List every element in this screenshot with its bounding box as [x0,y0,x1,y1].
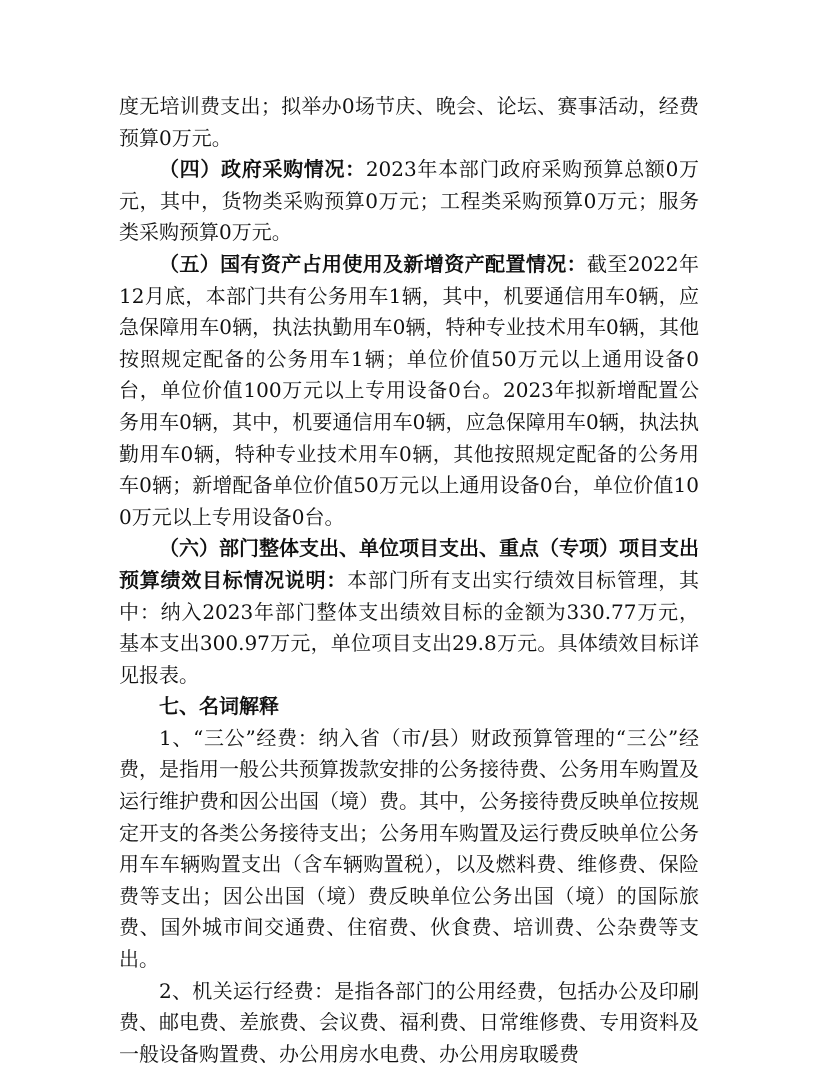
paragraph-state-assets [119,249,699,533]
paragraph-government-procurement [119,154,699,249]
paragraph-three-public-expenses [119,723,699,976]
paragraph-glossary-heading [119,691,699,723]
paragraph-training-events [119,91,699,154]
paragraph-text: 1、“三公”经费：纳入省（市/县）财政预算管理的“三公”经费，是指用一般公共预算拨款安排的公务接待费、公务用车购置及运行维护费和因公出国（境）费。其中，公务接待费反映单位按规定开支的各类公务接待支出；公务用车购置及运行费反映单位公务用车车辆购置支出（含车辆购置税），以及燃料费、维修费、保险费等支出；因公出国（境）费反映单位公务出国（境）的国际旅费、国外城市间交通费、住宿费、伙食费、培训费、公杂费等支出。 [119,725,699,972]
section-heading-procurement: （四）政府采购情况： [159,157,366,182]
paragraph-text: 2、机关运行经费：是指各部门的公用经费，包括办公及印刷费、邮电费、差旅费、会议费、福利费、日常维修费、专用资料及一般设备购置费、办公用房水电费、办公用房取暖费 [119,978,699,1066]
paragraph-text: 本部门所有支出实行绩效目标管理，其中：纳入2023年部门整体支出绩效目标的金额为330.77万元，基本支出300.97万元，单位项目支出29.8万元。具体绩效目标详见报表。 [119,567,700,687]
paragraph-text: 2023年本部门政府采购预算总额0万元，其中，货物类采购预算0万元；工程类采购预算0万元；服务类采购预算0万元。 [119,157,700,245]
section-heading-performance: （六）部门整体支出、单位项目支出、重点（专项）项目支出预算绩效目标情况说明： [119,536,699,592]
document-body [119,91,699,1070]
paragraph-text: 截至2022年12月底，本部门共有公务用车1辆，其中，机要通信用车0辆，应急保障用车0辆，执法执勤用车0辆，特种专业技术用车0辆，其他按照规定配备的公务用车1辆；单位价值50万元以上通用设备0台，单位价值100万元以上专用设备0台。2023年拟新增配置公务用车0辆，其中，机要通信用车0辆，应急保障用车0辆，执法执勤用车0辆，特种专业技术用车0辆，其他按照规定配备的公务用车0辆；新增配备单位价值50万元以上通用设备0台，单位价值100万元以上专用设备0台。 [119,251,700,529]
section-heading-glossary: 七、名词解释 [159,694,279,719]
section-heading-assets: （五）国有资产占用使用及新增资产配置情况： [159,251,587,276]
paragraph-text: 度无培训费支出；拟举办0场节庆、晚会、论坛、赛事活动，经费预算0万元。 [119,94,699,150]
paragraph-performance-goals [119,533,699,691]
